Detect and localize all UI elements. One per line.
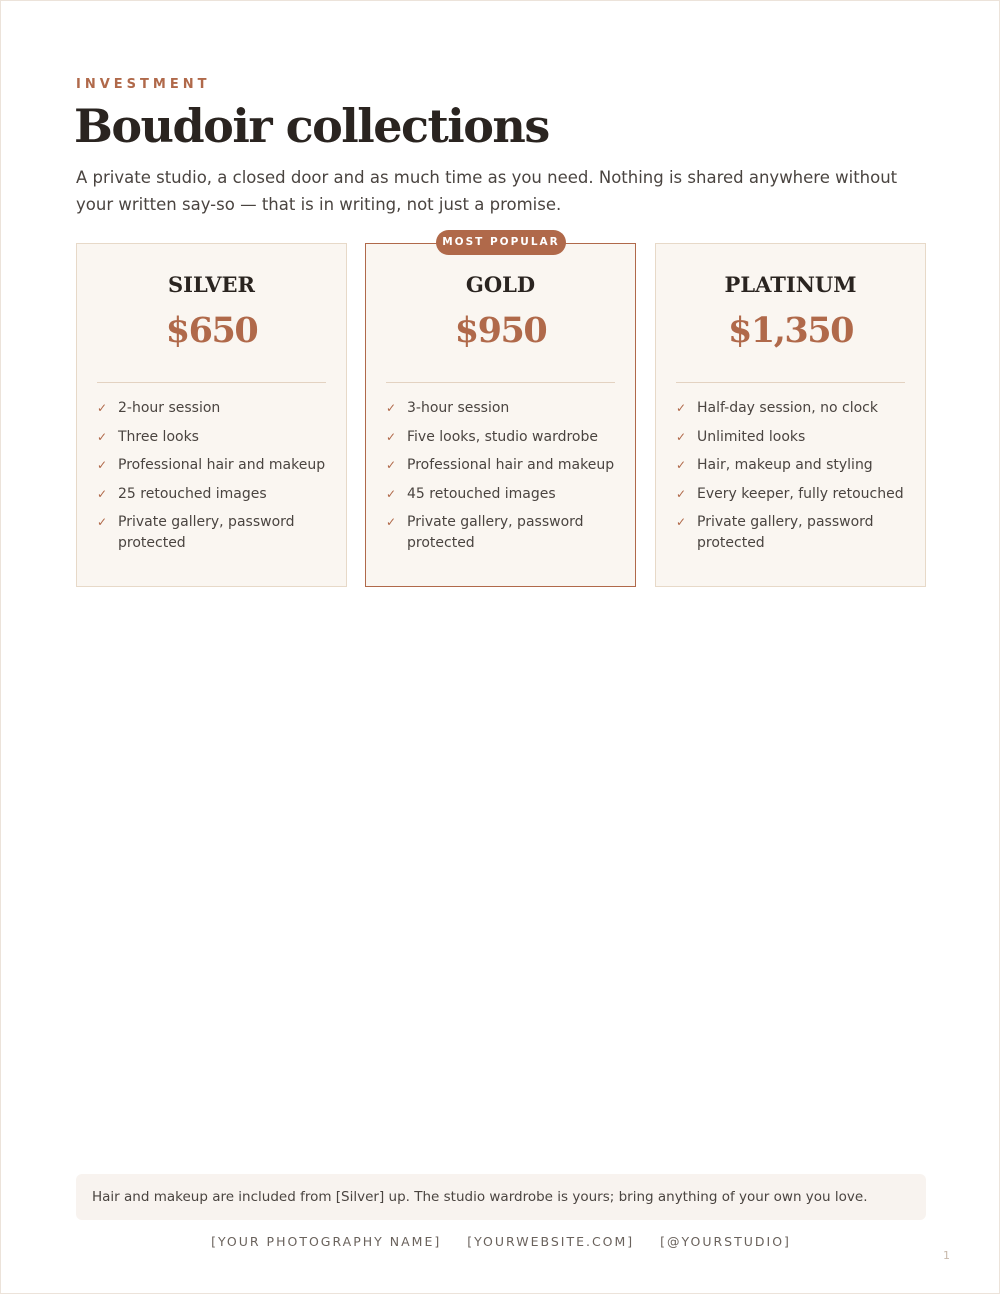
pricing-card-silver bbox=[76, 243, 347, 587]
check-icon: ✓ bbox=[97, 401, 108, 415]
check-icon: ✓ bbox=[386, 429, 397, 444]
feature-text: Professional hair and makeup bbox=[407, 457, 615, 473]
feature-list bbox=[386, 398, 621, 562]
feature-list bbox=[97, 398, 332, 562]
feature-text: Private gallery, password protected bbox=[697, 514, 874, 551]
feature-item bbox=[97, 427, 332, 448]
feature-item bbox=[97, 398, 332, 419]
most-popular-badge: MOST POPULAR bbox=[436, 230, 566, 255]
feature-item bbox=[386, 455, 621, 476]
feature-item bbox=[386, 427, 621, 448]
feature-list bbox=[676, 398, 911, 562]
check-icon: ✓ bbox=[97, 515, 108, 529]
check-icon: ✓ bbox=[97, 486, 108, 501]
feature-item bbox=[386, 398, 621, 419]
check-icon: ✓ bbox=[676, 401, 687, 415]
check-icon: ✓ bbox=[97, 429, 108, 444]
feature-text: 25 retouched images bbox=[118, 485, 267, 502]
section-eyebrow: INVESTMENT bbox=[76, 77, 211, 92]
feature-text: Private gallery, password protected bbox=[118, 514, 295, 551]
page-number: 1 bbox=[943, 1249, 950, 1262]
intro-paragraph: A private studio, a closed door and as much time as you need. Nothing is shared anywhere without your written say-so — that is in writing, not just a promise. bbox=[76, 168, 898, 214]
feature-text: Private gallery, password protected bbox=[407, 514, 584, 551]
feature-text: Professional hair and makeup bbox=[118, 457, 326, 473]
check-icon: ✓ bbox=[386, 458, 397, 472]
feature-item bbox=[97, 455, 332, 476]
feature-text: Hair, makeup and styling bbox=[697, 457, 873, 473]
feature-text: Three looks bbox=[118, 428, 199, 445]
footer-studio-name: [YOUR PHOTOGRAPHY NAME] bbox=[211, 1234, 442, 1249]
feature-item bbox=[676, 427, 911, 448]
feature-text: 45 retouched images bbox=[407, 485, 556, 502]
footer-website: [YOURWEBSITE.COM] bbox=[467, 1234, 635, 1249]
feature-item bbox=[97, 512, 332, 554]
check-icon: ✓ bbox=[676, 486, 687, 501]
check-icon: ✓ bbox=[97, 458, 108, 472]
feature-text: Every keeper, fully retouched bbox=[697, 485, 904, 502]
feature-text: Half-day session, no clock bbox=[697, 400, 878, 416]
footer-handle: [@YOURSTUDIO] bbox=[660, 1234, 791, 1249]
feature-text: Unlimited looks bbox=[697, 428, 806, 445]
page-title: Boudoir collections bbox=[74, 99, 549, 153]
check-icon: ✓ bbox=[676, 429, 687, 444]
pricing-card-platinum bbox=[655, 243, 926, 587]
tier-price: $950 bbox=[454, 310, 547, 351]
tier-name: SILVER bbox=[167, 272, 255, 297]
card-divider bbox=[676, 382, 905, 383]
feature-text: Five looks, studio wardrobe bbox=[407, 428, 598, 445]
check-icon: ✓ bbox=[676, 458, 687, 472]
footer-contact bbox=[1, 1234, 1000, 1249]
pricing-card-gold bbox=[365, 236, 636, 587]
tier-price: $650 bbox=[165, 310, 258, 351]
card-divider bbox=[386, 382, 615, 383]
check-icon: ✓ bbox=[386, 486, 397, 501]
check-icon: ✓ bbox=[386, 401, 397, 415]
footnote-banner: Hair and makeup are included from [Silver] up. The studio wardrobe is yours; bring anything of your own you love. bbox=[76, 1174, 926, 1220]
tier-name: PLATINUM bbox=[724, 272, 857, 297]
card-divider bbox=[97, 382, 326, 383]
feature-item bbox=[386, 484, 621, 505]
tier-price: $1,350 bbox=[728, 310, 853, 351]
tier-name: GOLD bbox=[465, 272, 536, 297]
feature-item bbox=[676, 484, 911, 505]
pricing-cards bbox=[76, 236, 926, 587]
check-icon: ✓ bbox=[386, 515, 397, 529]
feature-item bbox=[676, 512, 911, 554]
feature-item bbox=[97, 484, 332, 505]
feature-text: 3-hour session bbox=[407, 400, 510, 416]
feature-item bbox=[676, 398, 911, 419]
feature-text: 2-hour session bbox=[118, 400, 221, 416]
feature-item bbox=[386, 512, 621, 554]
feature-item bbox=[676, 455, 911, 476]
check-icon: ✓ bbox=[676, 515, 687, 529]
